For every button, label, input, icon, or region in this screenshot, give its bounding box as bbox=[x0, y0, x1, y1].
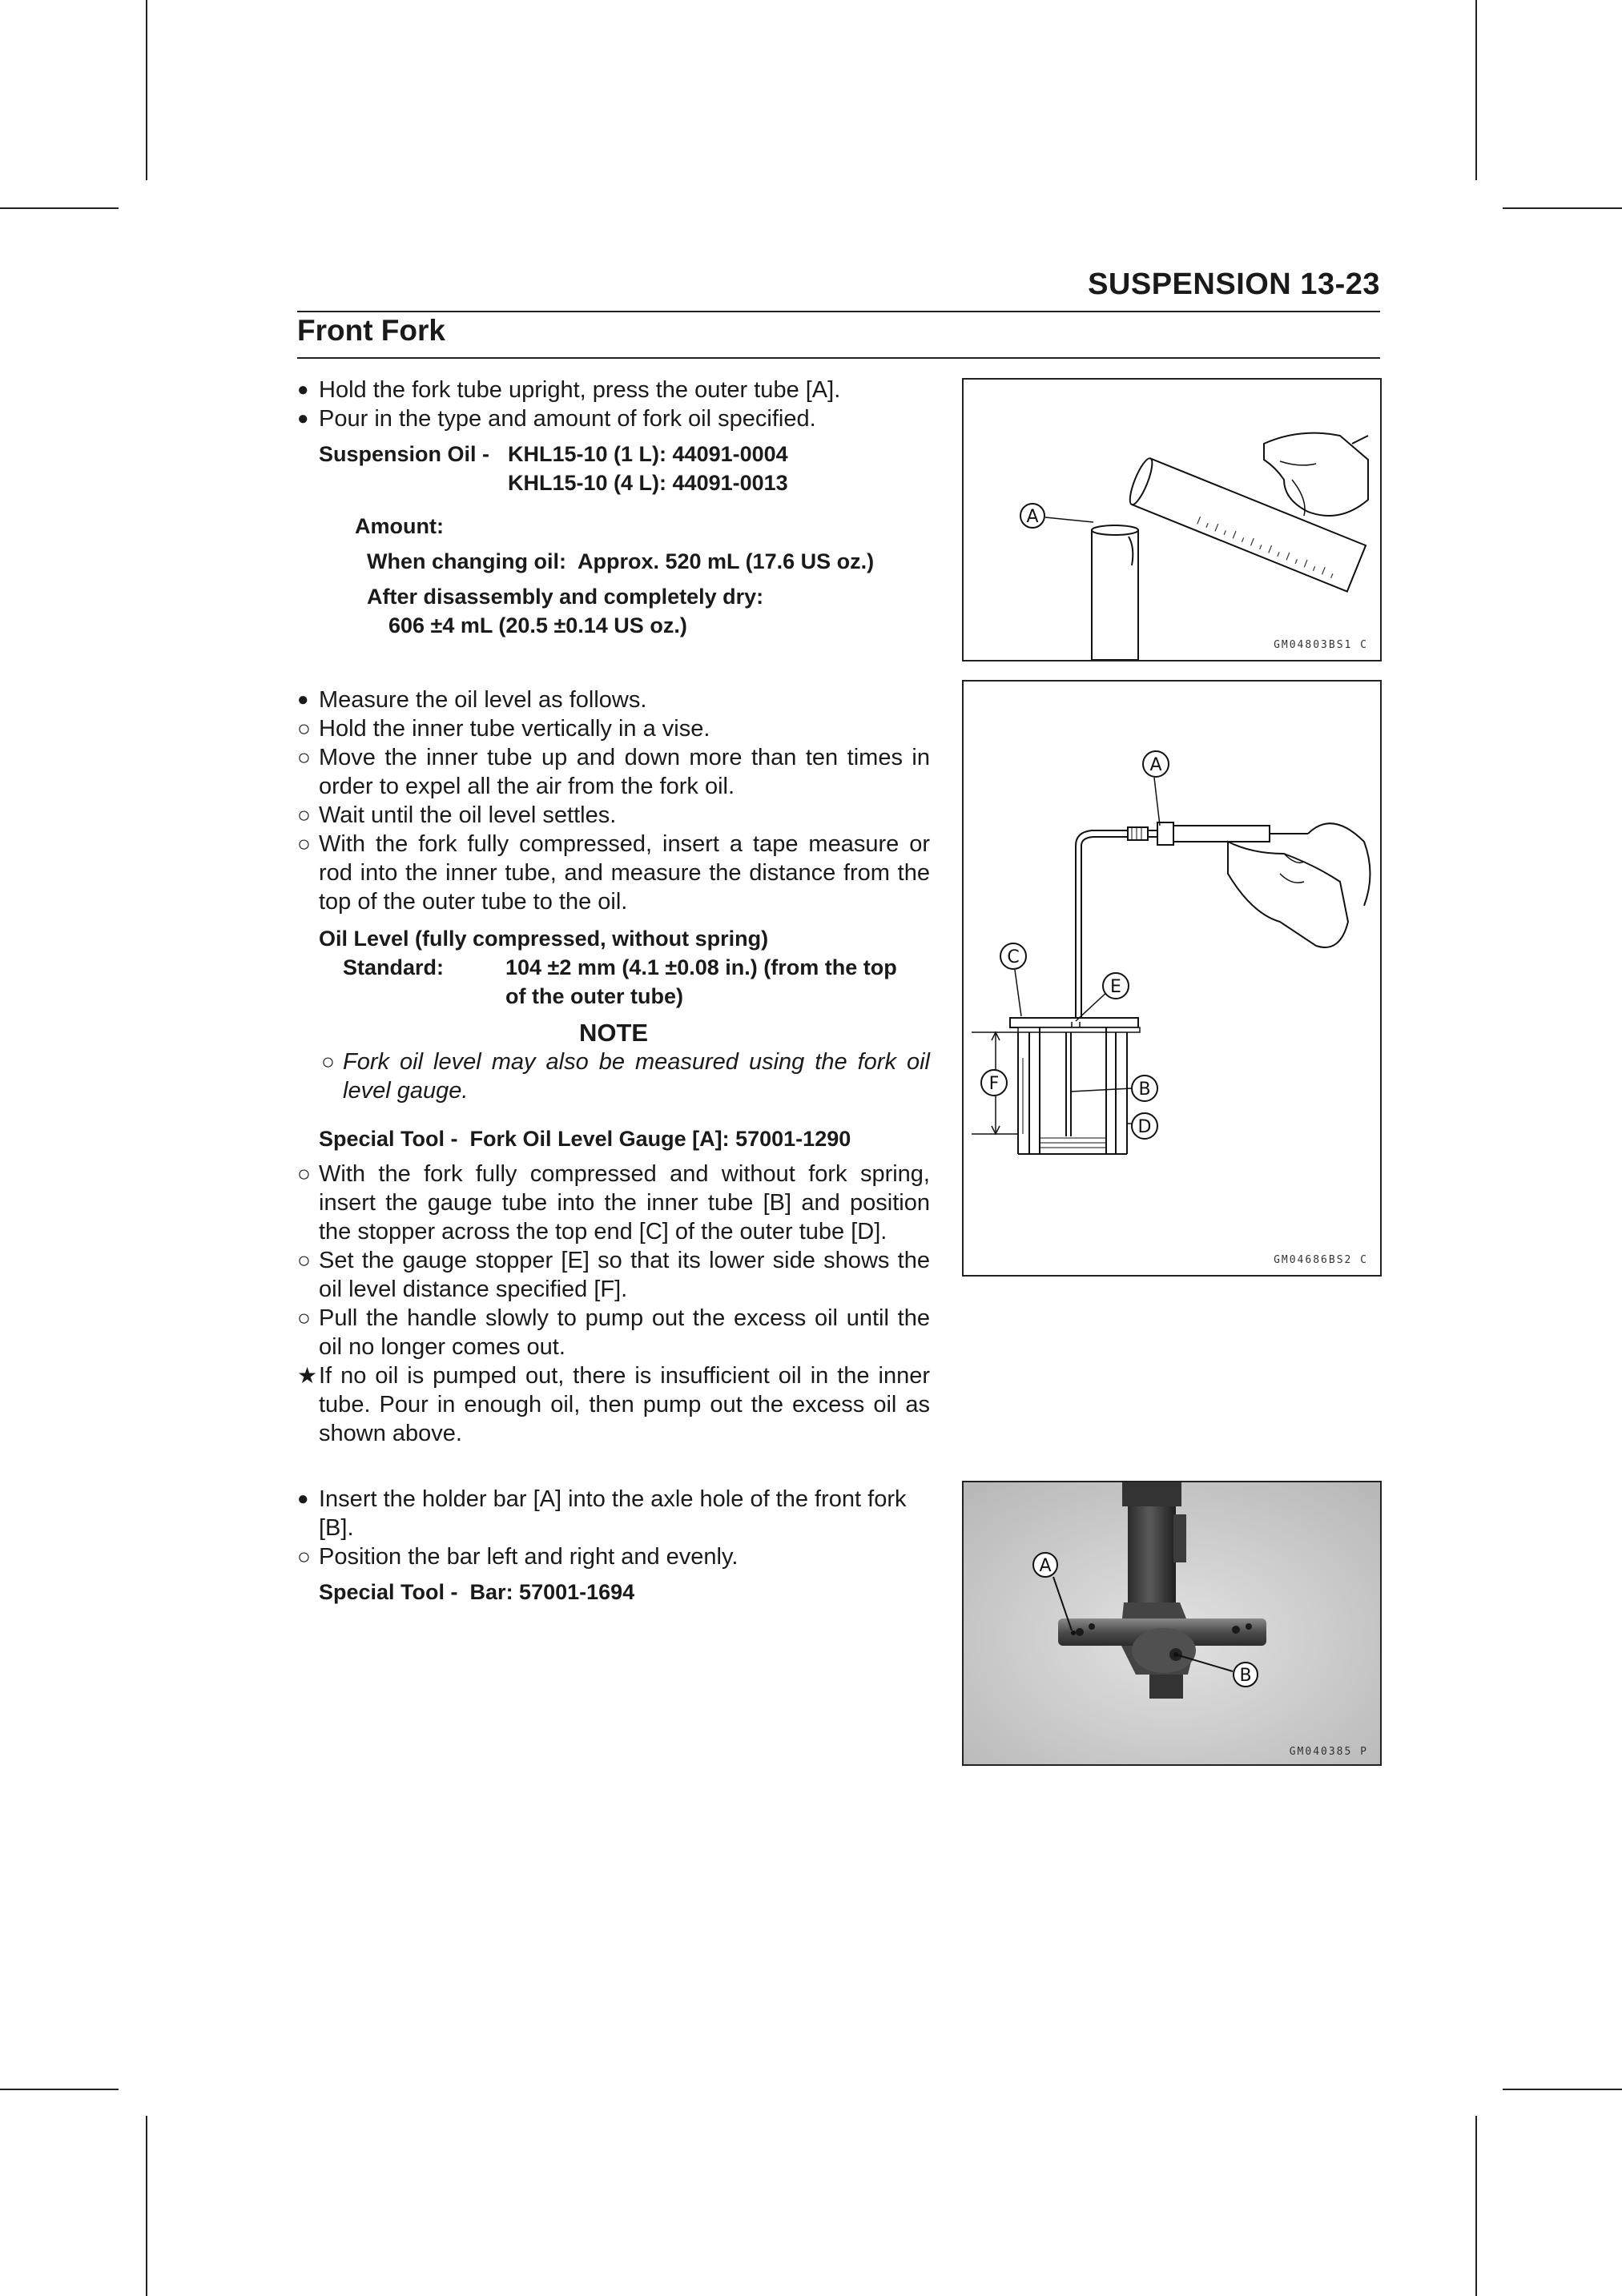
block-oil-fill bbox=[297, 376, 930, 640]
circle-marker: ○ bbox=[297, 745, 311, 770]
bullet-marker: ● bbox=[297, 689, 309, 710]
bullet-marker: ● bbox=[297, 408, 309, 429]
list-item bbox=[297, 801, 930, 830]
tool-value: Fork Oil Level Gauge [A]: 57001-1290 bbox=[469, 1127, 851, 1151]
crop-mark bbox=[0, 207, 119, 209]
standard-label: Standard: bbox=[343, 955, 445, 979]
crop-mark bbox=[1503, 2089, 1622, 2090]
item-text: With the fork fully compressed, insert a tape measure or rod into the inner tube, and measure the distance from the top of the outer tube to the oil. bbox=[319, 831, 930, 915]
spec-line: KHL15-10 (4 L): 44091-0013 bbox=[508, 471, 788, 495]
section-title: Front Fork bbox=[297, 314, 445, 347]
star-marker: ★ bbox=[297, 1363, 318, 1388]
bullet-marker: ● bbox=[297, 1488, 309, 1510]
section-rule bbox=[297, 357, 1380, 359]
item-text: Wait until the oil level settles. bbox=[319, 802, 617, 828]
figure-code: GM04686BS2 C bbox=[1274, 1254, 1368, 1266]
circle-marker: ○ bbox=[297, 716, 311, 741]
special-tool-gauge bbox=[297, 1124, 930, 1153]
callout-label: D bbox=[1137, 1117, 1152, 1137]
page-header: SUSPENSION 13-23 bbox=[1088, 267, 1380, 301]
amount-label: Amount: bbox=[355, 514, 444, 538]
item-text: Move the inner tube up and down more than ten times in order to expel all the air from the fork oil. bbox=[319, 745, 930, 799]
block-holder-bar bbox=[297, 1485, 930, 1606]
dry-value: 606 ±4 mL (20.5 ±0.14 US oz.) bbox=[388, 613, 687, 637]
circle-marker: ○ bbox=[297, 1305, 311, 1330]
suspension-oil-spec bbox=[297, 440, 930, 497]
header-rule bbox=[297, 311, 1380, 312]
item-text: Insert the holder bar [A] into the axle hole of the front fork [B]. bbox=[319, 1486, 907, 1541]
item-text: Pull the handle slowly to pump out the excess oil until the oil no longer comes out. bbox=[319, 1305, 930, 1360]
list-item bbox=[297, 1361, 930, 1448]
item-text: Hold the fork tube upright, press the outer tube [A]. bbox=[319, 377, 841, 403]
list-item bbox=[297, 1246, 930, 1304]
list-item bbox=[297, 743, 930, 801]
oil-level-standard bbox=[297, 953, 930, 1011]
tool-label: Special Tool - bbox=[319, 1127, 458, 1151]
callout-label: A bbox=[1149, 755, 1162, 775]
circle-marker: ○ bbox=[297, 1161, 311, 1186]
figure-code: GM040385 P bbox=[1289, 1746, 1368, 1758]
crop-mark bbox=[1503, 207, 1622, 209]
spec-line: KHL15-10 (1 L): 44091-0004 bbox=[508, 442, 788, 466]
callout-label: E bbox=[1110, 977, 1121, 997]
item-text: If no oil is pumped out, there is insufficient oil in the inner tube. Pour in enough oil, then pump out the excess oil as shown above. bbox=[319, 1363, 930, 1446]
circle-marker: ○ bbox=[297, 1248, 311, 1273]
callout-label: F bbox=[988, 1074, 1000, 1094]
circle-marker: ○ bbox=[297, 831, 311, 856]
crop-mark bbox=[146, 2116, 147, 2296]
item-text: Measure the oil level as follows. bbox=[319, 687, 647, 713]
circle-marker: ○ bbox=[297, 1544, 311, 1569]
note-body: Fork oil level may also be measured using the fork oil level gauge. bbox=[343, 1049, 930, 1104]
figure-pour-oil bbox=[962, 378, 1382, 661]
note-title: NOTE bbox=[578, 1019, 649, 1047]
list-item bbox=[297, 830, 930, 916]
standard-value: 104 ±2 mm (4.1 ±0.08 in.) (from the top of the outer tube) bbox=[505, 955, 897, 1008]
dry-label: After disassembly and completely dry: bbox=[367, 585, 764, 609]
list-item bbox=[297, 714, 930, 743]
list-item bbox=[297, 404, 930, 433]
callout-label: A bbox=[1039, 1556, 1052, 1576]
changing-label: When changing oil: bbox=[367, 549, 566, 573]
crop-mark bbox=[146, 0, 147, 180]
list-item bbox=[297, 1160, 930, 1246]
changing-value: Approx. 520 mL (17.6 US oz.) bbox=[578, 549, 875, 573]
figure-oil-level-gauge bbox=[962, 680, 1382, 1277]
figure-holder-bar-photo bbox=[962, 1481, 1382, 1766]
callout-label: A bbox=[1026, 507, 1039, 527]
item-text: Set the gauge stopper [E] so that its lower side shows the oil level distance specified [F]. bbox=[319, 1248, 930, 1302]
callout-label: B bbox=[1239, 1666, 1252, 1686]
spec-label: Suspension Oil - bbox=[319, 442, 490, 466]
item-text: Pour in the type and amount of fork oil specified. bbox=[319, 406, 816, 432]
oil-level-title: Oil Level (fully compressed, without spring) bbox=[319, 927, 769, 951]
figure-code: GM04803BS1 C bbox=[1274, 639, 1368, 651]
list-item bbox=[297, 686, 930, 714]
tool-label: Special Tool - bbox=[319, 1580, 458, 1604]
list-item bbox=[297, 1542, 930, 1571]
crop-mark bbox=[1475, 2116, 1477, 2296]
callout-label: C bbox=[1007, 947, 1020, 967]
list-item bbox=[297, 1304, 930, 1361]
special-tool-bar bbox=[297, 1578, 930, 1606]
item-text: Position the bar left and right and evenly. bbox=[319, 1544, 739, 1570]
circle-marker: ○ bbox=[321, 1049, 335, 1074]
bullet-marker: ● bbox=[297, 379, 309, 400]
block-oil-level bbox=[297, 686, 930, 1448]
crop-mark bbox=[0, 2089, 119, 2090]
changing-oil-spec bbox=[297, 547, 930, 576]
circle-marker: ○ bbox=[297, 802, 311, 827]
list-item bbox=[297, 376, 930, 404]
item-text: Hold the inner tube vertically in a vise. bbox=[319, 716, 710, 742]
callout-label: B bbox=[1138, 1080, 1151, 1100]
note-text bbox=[321, 1047, 930, 1105]
item-text: With the fork fully compressed and without fork spring, insert the gauge tube into the inner tube [B] and position the stopper across the top end [C] of the outer tube [D]. bbox=[319, 1161, 930, 1245]
list-item bbox=[297, 1485, 930, 1542]
tool-value: Bar: 57001-1694 bbox=[469, 1580, 635, 1604]
crop-mark bbox=[1475, 0, 1477, 180]
